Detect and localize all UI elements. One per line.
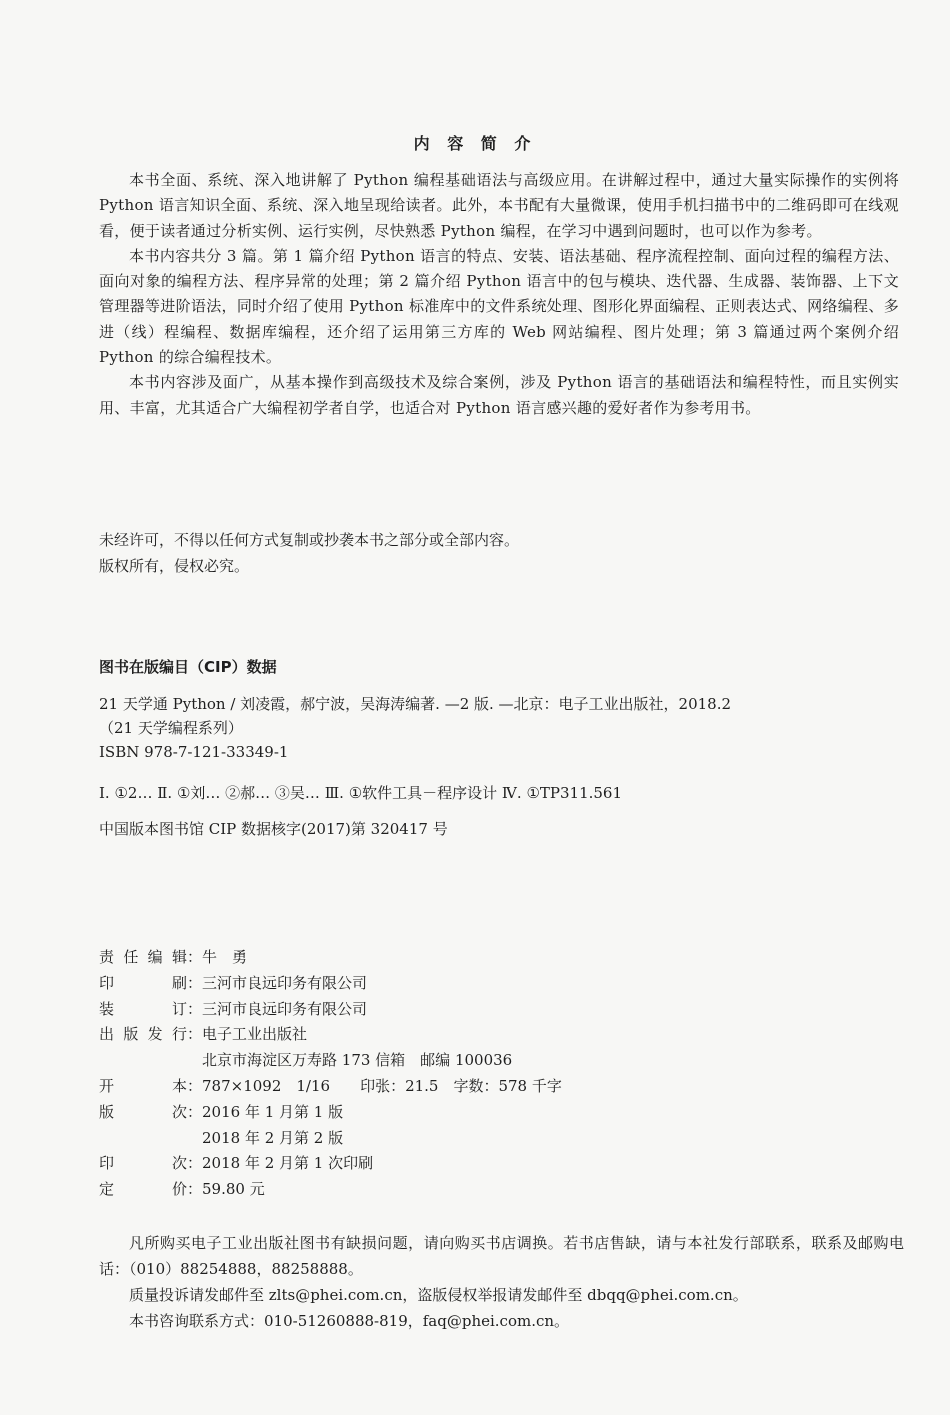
publication-info xyxy=(99,945,562,1203)
pub-label: 出 版 发 行 xyxy=(99,1025,187,1044)
pub-label: 开 本 xyxy=(99,1076,187,1095)
pub-value: 59.80 元 xyxy=(202,1180,265,1199)
footer-paragraph: 凡所购买电子工业出版社图书有缺损问题，请向购买书店调换。若书店售缺，请与本社发行部联系，联系及邮购电话：（010）88254888，88258888。 xyxy=(99,1234,904,1278)
pub-row xyxy=(99,1126,562,1152)
pub-row: 定 价 ： 59.80 元 xyxy=(99,1177,562,1203)
pub-row: 印 次 ： 2018 年 2 月第 1 次印刷 xyxy=(99,1151,562,1177)
cip-series: （21 天学编程系列） xyxy=(99,719,243,737)
pub-label: 印 次 xyxy=(99,1154,187,1173)
intro-paragraph: 本书全面、系统、深入地讲解了 Python 编程基础语法与高级应用。在讲解过程中，通过大量实际操作的实例将 Python 语言知识全面、系统、深入地呈现给读者。此外，本书配有大量微课，使用手机扫描书中的二维码即可在线观看，便于读者通过分析实例、运行实例，尽快熟悉 Python 编程，在学习中遇到问题时，也可以作为参考。 xyxy=(99,171,899,240)
pub-label: 装 订 xyxy=(99,999,187,1018)
pub-value: 2016 年 1 月第 1 版 xyxy=(202,1102,344,1121)
pub-label: 版 次 xyxy=(99,1102,187,1121)
cip-classification: Ⅰ. ①2… Ⅱ. ①刘… ②郝… ③吴… Ⅲ. ①软件工具－程序设计 Ⅳ. ①TP311.561 xyxy=(99,784,623,802)
footer-contact xyxy=(99,1230,904,1334)
pub-row: 责 任 编 辑 ： 牛 勇 xyxy=(99,945,562,971)
cip-check-number: 中国版本图书馆 CIP 数据核字(2017)第 320417 号 xyxy=(99,820,448,838)
intro-section xyxy=(99,168,899,421)
intro-paragraph: 本书内容涉及面广，从基本操作到高级技术及综合案例，涉及 Python 语言的基础语法和编程特性，而且实例实用、丰富，尤其适合广大编程初学者自学，也适合对 Python 语言感兴趣的爱好者作为参考用书。 xyxy=(99,373,899,417)
notice-line: 版权所有，侵权必究。 xyxy=(99,557,250,575)
pub-row: 印 刷 ： 三河市良远印务有限公司 xyxy=(99,971,562,997)
pub-value: 电子工业出版社 xyxy=(202,1025,308,1044)
cip-line: 21 天学通 Python / 刘凌霞，郝宁波，吴海涛编著. —2 版. —北京：电子工业出版社，2018.2 xyxy=(99,695,732,713)
copyright-notice xyxy=(99,527,519,579)
footer-paragraph: 本书咨询联系方式：010-51260888-819，faq@phei.com.cn。 xyxy=(129,1312,570,1330)
cip-heading: 图书在版编目（CIP）数据 xyxy=(99,658,277,676)
intro-paragraph: 本书内容共分 3 篇。第 1 篇介绍 Python 语言的特点、安装、语法基础、程序流程控制、面向过程的编程方法、面向对象的编程方法、程序异常的处理；第 2 篇介绍 Python 语言中的包与模块、迭代器、生成器、装饰器、上下文管理器等进阶语法，同时介绍了使用 Python 标准库中的文件系统处理、图形化界面编程、正则表达式、网络编程、多进（线）程编程、数据库编程，还介绍了运用第三方库的 Web 网站编程、图片处理；第 3 篇通过两个案例介绍 Python 的综合编程技术。 xyxy=(99,246,899,367)
pub-value: 787×1092 1/16 印张：21.5 字数：578 千字 xyxy=(202,1076,562,1095)
pub-row: 出 版 发 行 ： 电子工业出版社 xyxy=(99,1022,562,1048)
pub-value: 北京市海淀区万寿路 173 信箱 邮编 100036 xyxy=(202,1051,513,1070)
pub-label: 责 任 编 辑 xyxy=(99,948,187,966)
pub-row: 装 订 ： 三河市良远印务有限公司 xyxy=(99,997,562,1023)
pub-value: 2018 年 2 月第 2 版 xyxy=(202,1128,344,1147)
pub-row xyxy=(99,1048,562,1074)
footer-paragraph: 质量投诉请发邮件至 zlts@phei.com.cn，盗版侵权举报请发邮件至 dbqq@phei.com.cn。 xyxy=(129,1286,748,1304)
pub-value: 牛 勇 xyxy=(202,948,248,966)
page-title: 内 容 简 介 xyxy=(413,134,537,153)
pub-row: 开 本 ： 787×1092 1/16 印张：21.5 字数：578 千字 xyxy=(99,1074,562,1100)
pub-row: 版 次 ： 2016 年 1 月第 1 版 xyxy=(99,1100,562,1126)
cip-record xyxy=(99,692,899,764)
pub-value: 三河市良远印务有限公司 xyxy=(202,973,368,992)
pub-label: 定 价 xyxy=(99,1180,187,1199)
pub-value: 三河市良远印务有限公司 xyxy=(202,999,368,1018)
cip-isbn: ISBN 978-7-121-33349-1 xyxy=(99,743,289,761)
notice-line: 未经许可，不得以任何方式复制或抄袭本书之部分或全部内容。 xyxy=(99,531,520,549)
pub-label: 印 刷 xyxy=(99,973,187,992)
pub-value: 2018 年 2 月第 1 次印刷 xyxy=(202,1154,374,1173)
